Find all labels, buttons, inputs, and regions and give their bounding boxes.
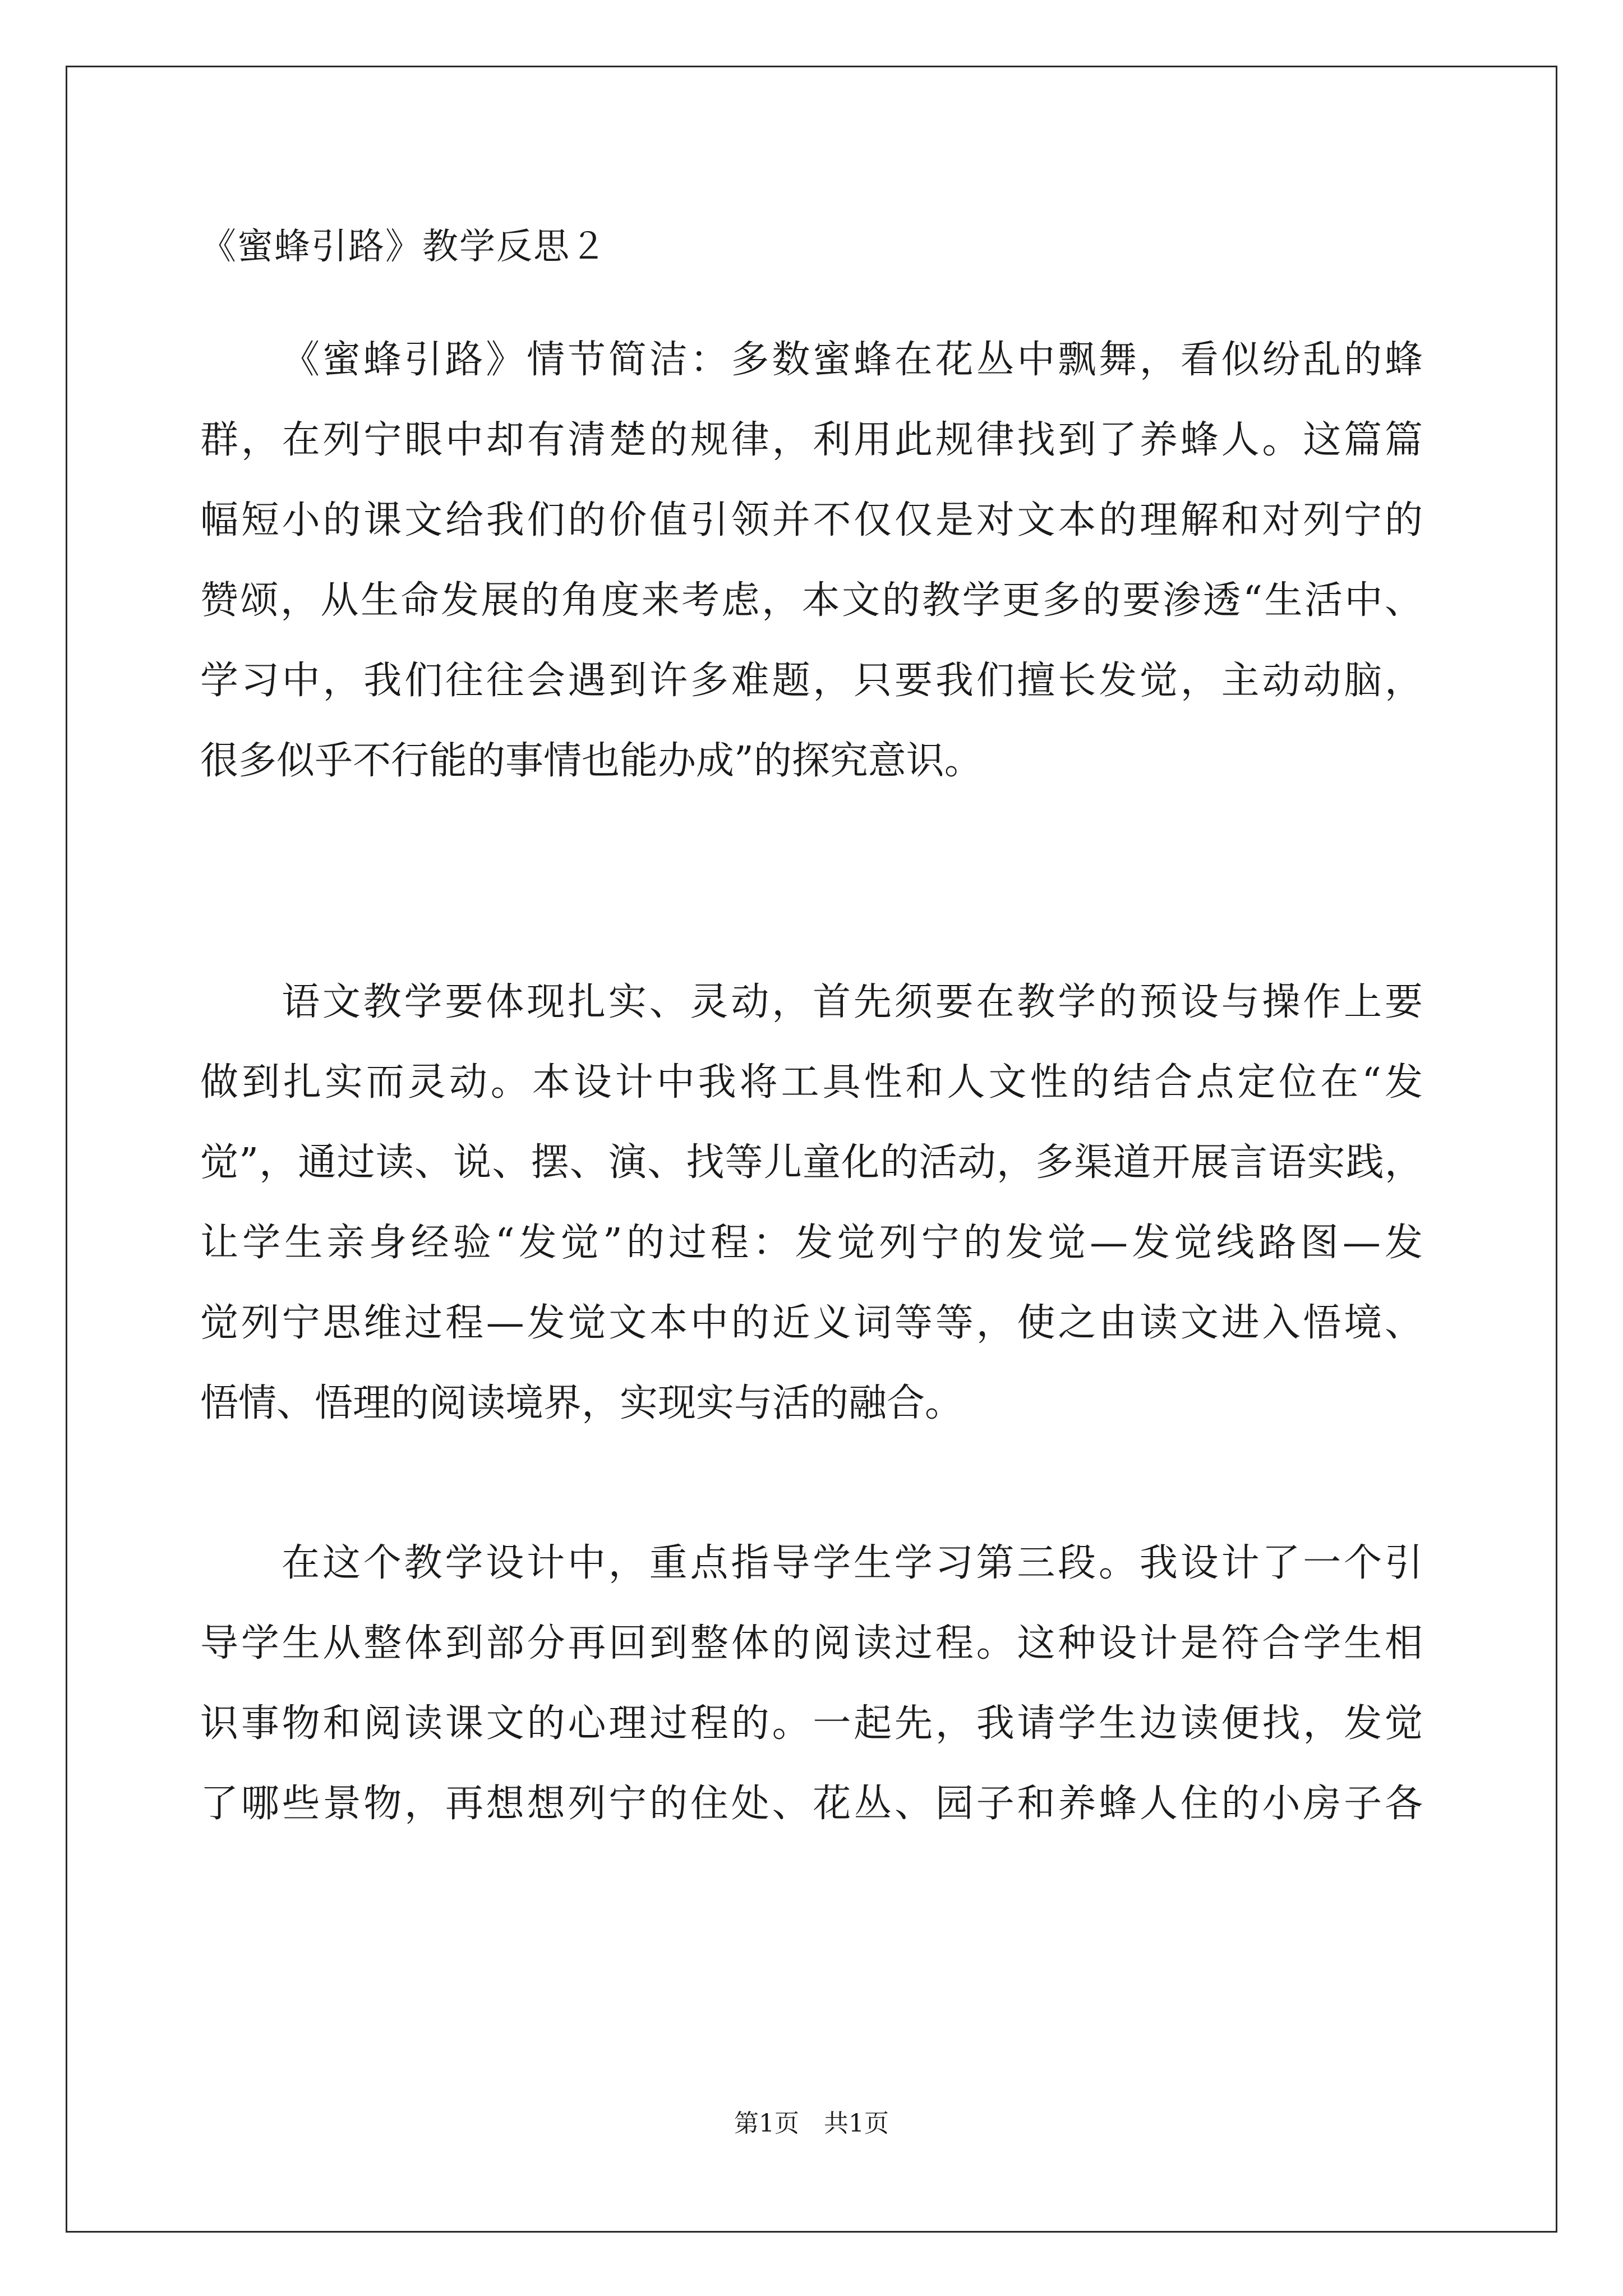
paragraph-2 [200,962,1423,1443]
text-line: 群，在列宁眼中却有清楚的规律，利用此规律找到了养蜂人。这篇篇 [200,418,1423,462]
text-line: 在这个教学设计中，重点指导学生学习第三段。我设计了一个引 [282,1541,1423,1585]
text-line: 学习中，我们往往会遇到许多难题，只要我们擅长发觉，主动动脑， [200,659,1423,703]
text-line: 很多似乎不行能的事情也能办成”的探究意识。 [200,739,983,783]
document-title: 《蜜蜂引路》教学反思２ [200,226,607,268]
page-number: 第1页 共1页 [734,2109,889,2138]
text-line: 导学生从整体到部分再回到整体的阅读过程。这种设计是符合学生相 [200,1621,1423,1665]
text-line: 觉”，通过读、说、摆、演、找等儿童化的活动，多渠道开展言语实践， [200,1140,1423,1185]
text-line: 让学生亲身经验“发觉”的过程：发觉列宁的发觉—发觉线路图—发 [200,1221,1423,1265]
paragraph-1 [200,320,1423,801]
text-line: 《蜜蜂引路》情节简洁：多数蜜蜂在花丛中飘舞，看似纷乱的蜂 [282,338,1423,382]
text-line: 识事物和阅读课文的心理过程的。一起先，我请学生边读便找，发觉 [200,1701,1423,1746]
text-line: 幅短小的课文给我们的价值引领并不仅仅是对文本的理解和对列宁的 [200,498,1423,542]
text-line: 语文教学要体现扎实、灵动，首先须要在教学的预设与操作上要 [282,980,1423,1024]
text-line: 觉列宁思维过程—发觉文本中的近义词等等，使之由读文进入悟境、 [200,1301,1423,1345]
text-line: 悟情、悟理的阅读境界，实现实与活的融合。 [200,1381,963,1425]
text-line: 了哪些景物，再想想列宁的住处、花丛、园子和养蜂人住的小房子各 [200,1782,1423,1826]
text-line: 赞颂，从生命发展的角度来考虑，本文的教学更多的要渗透“生活中、 [200,578,1423,623]
text-line: 做到扎实而灵动。本设计中我将工具性和人文性的结合点定位在“发 [200,1060,1423,1105]
paragraph-3 [200,1523,1423,1844]
